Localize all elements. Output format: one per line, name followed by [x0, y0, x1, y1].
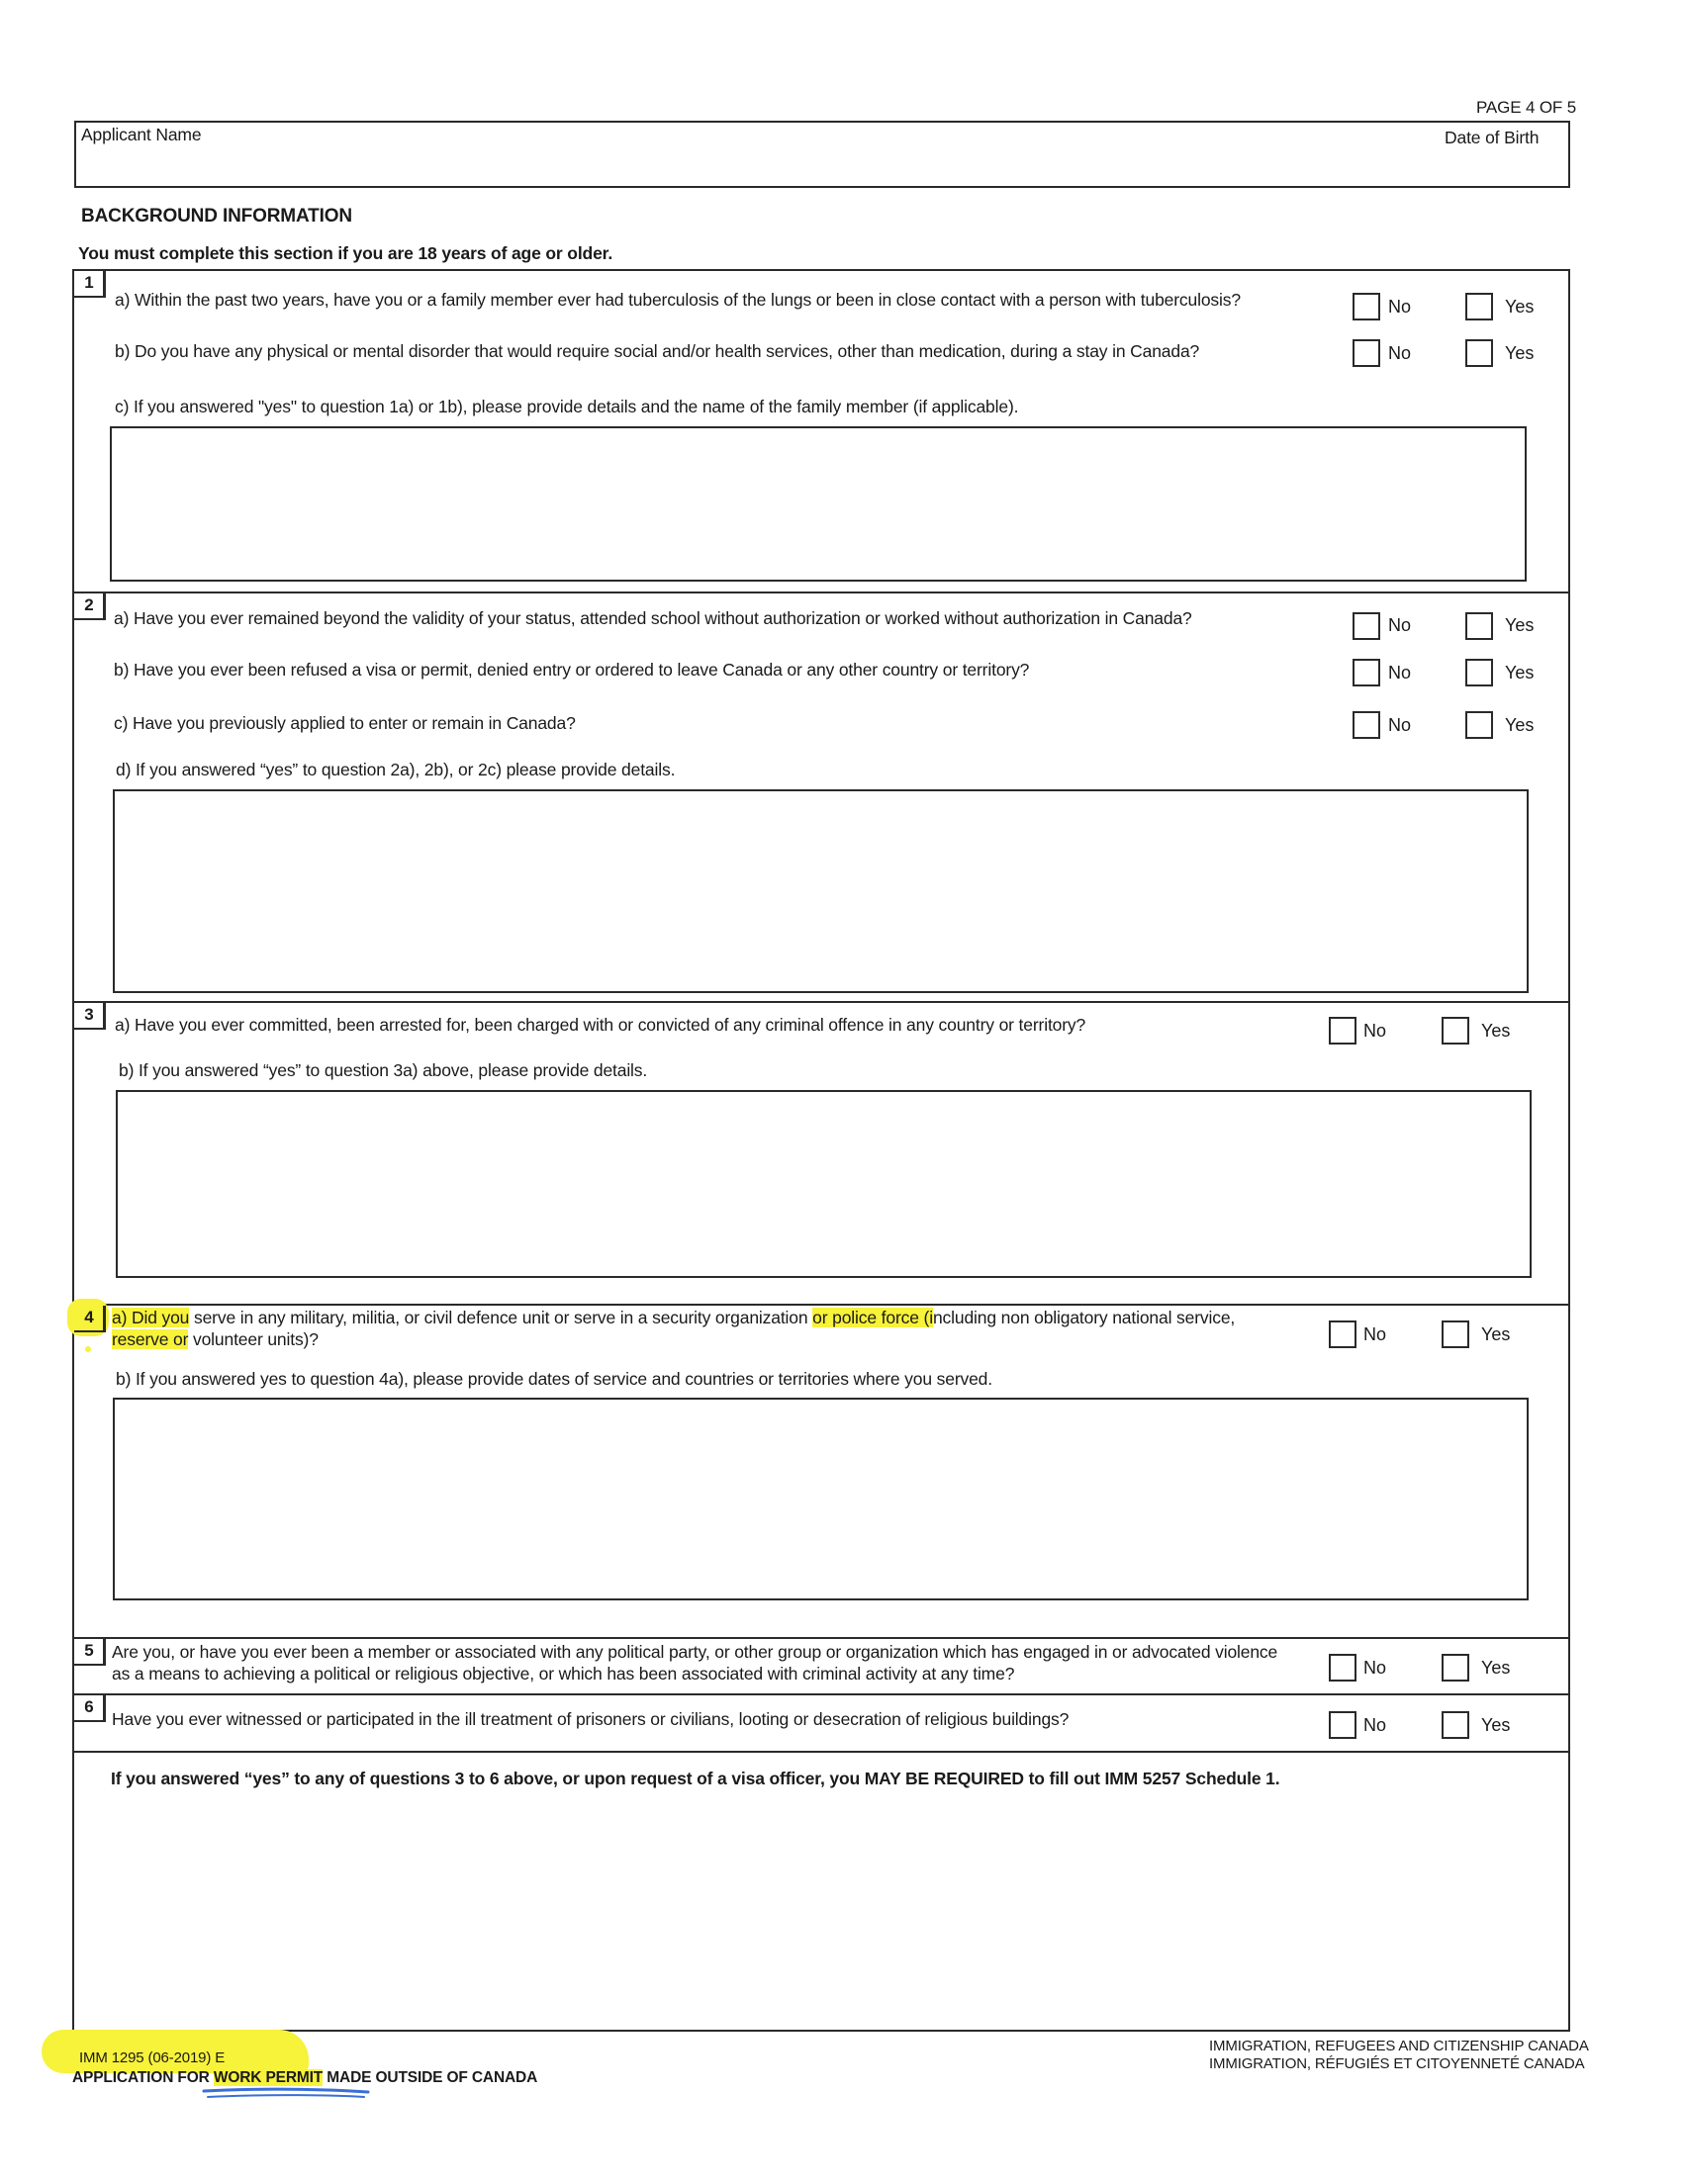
form-code: IMM 1295 (06-2019) E: [79, 2049, 226, 2066]
question-3b-text: b) If you answered “yes” to question 3a) above, please provide details.: [119, 1060, 648, 1080]
q2c-no-label: No: [1388, 715, 1412, 735]
highlighted-text: reserve or: [112, 1329, 189, 1349]
question-5-text-line2: as a means to achieving a political or religious objective, or which has been associated with criminal activity at any time?: [112, 1664, 1015, 1684]
schedule-note: If you answered “yes” to any of questions 3 to 6 above, or upon request of a visa officer, you MAY BE REQUIRED to fill out IMM 5257 Schedule 1.: [111, 1769, 1280, 1788]
tag-divider: [103, 271, 105, 298]
q4a-yes-label: Yes: [1481, 1324, 1511, 1344]
divider: [72, 592, 1570, 593]
tag-divider: [103, 1003, 105, 1030]
q2c-no-checkbox[interactable]: [1353, 711, 1380, 739]
q2a-yes-label: Yes: [1505, 615, 1535, 635]
question-number-4: 4: [74, 1306, 106, 1332]
q6-no-checkbox[interactable]: [1329, 1711, 1356, 1739]
question-1a-text: a) Within the past two years, have you or a family member ever had tuberculosis of the lungs or been in close contact with a person with tuberculosis?: [115, 290, 1241, 310]
q5-no-label: No: [1363, 1658, 1387, 1678]
divider: [72, 1693, 1570, 1695]
q5-yes-label: Yes: [1481, 1658, 1511, 1678]
question-2b-text: b) Have you ever been refused a visa or permit, denied entry or ordered to leave Canada or any other country or territory?: [114, 660, 1030, 680]
question-6-text: Have you ever witnessed or participated in the ill treatment of prisoners or civilians, looting or desecration of religious buildings?: [112, 1709, 1070, 1729]
question-2c-text: c) Have you previously applied to enter or remain in Canada?: [114, 713, 576, 733]
q3a-yes-label: Yes: [1481, 1021, 1511, 1041]
applicant-name-field[interactable]: [81, 148, 1367, 182]
divider: [72, 1304, 1570, 1306]
q5-yes-checkbox[interactable]: [1442, 1654, 1469, 1682]
highlighted-text: a) Did you: [112, 1308, 190, 1327]
q1a-yes-checkbox[interactable]: [1465, 293, 1493, 320]
q1a-no-label: No: [1388, 297, 1412, 317]
date-of-birth-label: Date of Birth: [1445, 128, 1540, 147]
section-instruction: You must complete this section if you are 18 years of age or older.: [78, 243, 613, 263]
q3a-no-label: No: [1363, 1021, 1387, 1041]
q2a-no-checkbox[interactable]: [1353, 612, 1380, 640]
q2c-yes-label: Yes: [1505, 715, 1535, 735]
tag-divider: [103, 593, 105, 620]
q4a-yes-checkbox[interactable]: [1442, 1320, 1469, 1348]
question-number-3: 3: [74, 1003, 106, 1030]
department-french: IMMIGRATION, RÉFUGIÉS ET CITOYENNETÉ CANADA: [1209, 2055, 1585, 2072]
q2c-yes-checkbox[interactable]: [1465, 711, 1493, 739]
q3a-no-checkbox[interactable]: [1329, 1017, 1356, 1045]
q4a-no-label: No: [1363, 1324, 1387, 1344]
q2b-yes-checkbox[interactable]: [1465, 659, 1493, 686]
form-title-segment: MADE OUTSIDE OF CANADA: [323, 2069, 538, 2086]
pen-underline-mark: [198, 2085, 376, 2105]
q1b-yes-label: Yes: [1505, 343, 1535, 363]
tag-divider: [103, 1695, 105, 1722]
divider: [72, 1001, 1570, 1003]
question-4a-text-segment: serve in any military, militia, or civil defence unit or serve in a security organization: [189, 1308, 813, 1327]
question-number-5: 5: [74, 1639, 106, 1666]
section-title: BACKGROUND INFORMATION: [81, 206, 352, 227]
divider: [72, 1637, 1570, 1639]
question-number-1: 1: [74, 271, 106, 298]
question-4b-text: b) If you answered yes to question 4a), please provide dates of service and countries or territories where you served.: [116, 1369, 992, 1389]
highlighted-text: WORK PERMIT: [213, 2069, 324, 2086]
question-2a-text: a) Have you ever remained beyond the validity of your status, attended school without authorization or worked without authorization in Canada?: [114, 608, 1192, 628]
q2a-yes-checkbox[interactable]: [1465, 612, 1493, 640]
highlight-mark: [85, 1346, 91, 1352]
applicant-name-label: Applicant Name: [81, 125, 202, 144]
form-title: [72, 2068, 537, 2087]
q2-details-textarea[interactable]: [113, 789, 1529, 993]
q5-no-checkbox[interactable]: [1329, 1654, 1356, 1682]
page-label: PAGE 4 OF 5: [1476, 98, 1577, 117]
question-4a-text-line1: [112, 1308, 1235, 1328]
q1a-yes-label: Yes: [1505, 297, 1535, 317]
highlighted-text: or police force (i: [812, 1308, 933, 1327]
department-english: IMMIGRATION, REFUGEES AND CITIZENSHIP CANADA: [1209, 2038, 1589, 2054]
question-1b-text: b) Do you have any physical or mental disorder that would require social and/or health services, other than medication, during a stay in Canada?: [115, 341, 1200, 361]
question-3a-text: a) Have you ever committed, been arrested for, been charged with or convicted of any criminal offence in any country or territory?: [115, 1015, 1086, 1035]
q2b-yes-label: Yes: [1505, 663, 1535, 682]
question-4a-text-line2: [112, 1329, 319, 1350]
q1b-no-label: No: [1388, 343, 1412, 363]
q6-yes-checkbox[interactable]: [1442, 1711, 1469, 1739]
q3-details-textarea[interactable]: [116, 1090, 1532, 1278]
q1-details-textarea[interactable]: [110, 426, 1527, 582]
q2a-no-label: No: [1388, 615, 1412, 635]
q6-yes-label: Yes: [1481, 1715, 1511, 1735]
question-4a-text-segment: volunteer units)?: [188, 1329, 319, 1349]
q1b-no-checkbox[interactable]: [1353, 339, 1380, 367]
question-5-text-line1: Are you, or have you ever been a member or associated with any political party, or other group or organization which has engaged in or advocated violence: [112, 1642, 1278, 1662]
question-1c-text: c) If you answered "yes" to question 1a) or 1b), please provide details and the name of the family member (if applicable).: [115, 397, 1019, 416]
q6-no-label: No: [1363, 1715, 1387, 1735]
divider: [72, 1751, 1570, 1753]
q4a-no-checkbox[interactable]: [1329, 1320, 1356, 1348]
form-title-segment: APPLICATION FOR: [72, 2069, 214, 2086]
tag-divider: [103, 1639, 105, 1666]
q3a-yes-checkbox[interactable]: [1442, 1017, 1469, 1045]
tag-divider: [103, 1306, 105, 1332]
q4-details-textarea[interactable]: [113, 1398, 1529, 1600]
question-4a-text-segment: ncluding non obligatory national service,: [932, 1308, 1236, 1327]
question-2d-text: d) If you answered “yes” to question 2a), 2b), or 2c) please provide details.: [116, 760, 676, 779]
q1b-yes-checkbox[interactable]: [1465, 339, 1493, 367]
q2b-no-label: No: [1388, 663, 1412, 682]
q2b-no-checkbox[interactable]: [1353, 659, 1380, 686]
question-number-2: 2: [74, 593, 106, 620]
q1a-no-checkbox[interactable]: [1353, 293, 1380, 320]
question-number-6: 6: [74, 1695, 106, 1722]
